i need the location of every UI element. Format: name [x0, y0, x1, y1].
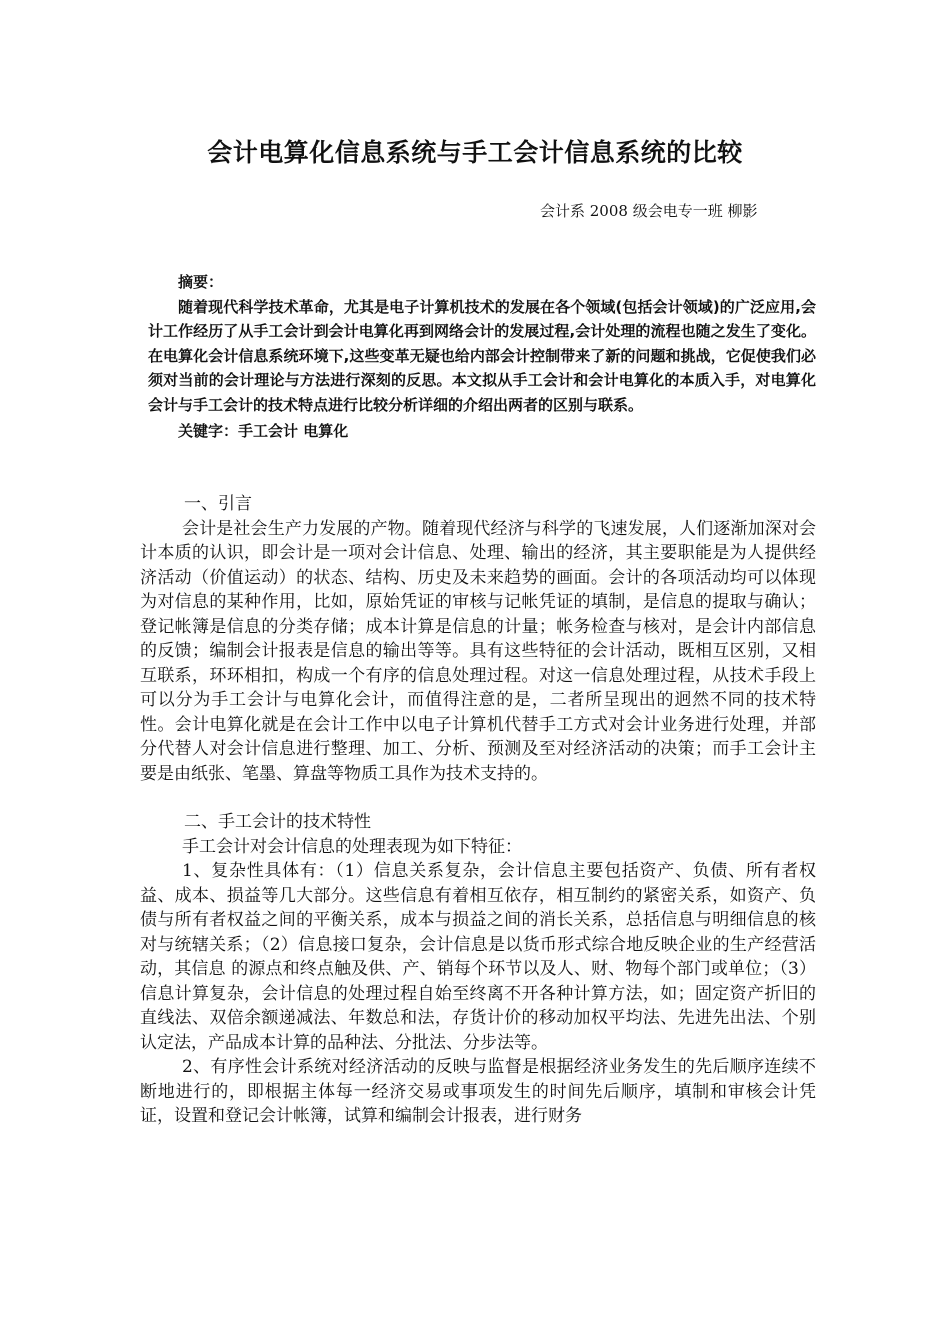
section-paragraph-orderliness: 2、有序性会计系统对经济活动的反映与监督是根据经济业务发生的先后顺序连续不断地进行的，即根据主体每一经济交易或事项发生的时间先后顺序，填制和审核会计凭证，设置和登记会计帐簿，试算和编制会计报表，进行财务	[140, 1057, 816, 1126]
abstract-block	[148, 270, 816, 443]
section-paragraph-intro: 手工会计对会计信息的处理表现为如下特征：	[182, 836, 522, 857]
author-line: 会计系 2008 级会电专一班 柳影	[540, 202, 758, 220]
section-paragraph-introduction: 会计是社会生产力发展的产物。随着现代经济与科学的飞速发展，人们逐渐加深对会计本质的认识，即会计是一项对会计信息、处理、输出的经济，其主要职能是为人提供经济活动（价值运动）的状态、结构、历史及未来趋势的画面。会计的各项活动均可以体现为对信息的某种作用，比如，原始凭证的审核与记帐凭证的填制，是信息的提取与确认；登记帐簿是信息的分类存储；成本计算是信息的计量；帐务检查与核对，是会计内部信息的反馈；编制会计报表是信息的输出等等。具有这些特征的会计活动，既相互区别，又相互联系，环环相扣，构成一个有序的信息处理过程。对这一信息处理过程，从技术手段上可以分为手工会计与电算化会计，而值得注意的是，二者所呈现出的迥然不同的技术特性。会计电算化就是在会计工作中以电子计算机代替手工方式对会计业务进行处理，并部分代替人对会计信息进行整理、加工、分析、预测及至对经济活动的决策；而手工会计主要是由纸张、笔墨、算盘等物质工具作为技术支持的。	[140, 518, 816, 784]
abstract-text: 随着现代科学技术革命，尤其是电子计算机技术的发展在各个领域(包括会计领域)的广泛应用,会计工作经历了从手工会计到会计电算化再到网络会计的发展过程,会计处理的流程也随之发生了变化。在电算化会计信息系统环境下,这些变革无疑也给内部会计控制带来了新的问题和挑战，它促使我们必须对当前的会计理论与方法进行深刻的反思。本文拟从手工会计和会计电算化的本质入手，对电算化会计与手工会计的技术特点进行比较分析详细的介绍出两者的区别与联系。	[148, 297, 816, 414]
section-heading-introduction: 一、引言	[184, 494, 252, 514]
keywords-line: 关键字：手工会计 电算化	[178, 421, 349, 440]
abstract-label: 摘要：	[178, 273, 224, 291]
section-paragraph-complexity: 1、复杂性具体有：（1）信息关系复杂，会计信息主要包括资产、负债、所有者权益、成本、损益等几大部分。这些信息有着相互依存，相互制约的紧密关系，如资产、负债与所有者权益之间的平衡关系，成本与损益之间的消长关系，总括信息与明细信息的核对与统辖关系；（2）信息接口复杂，会计信息是以货币形式综合地反映企业的生产经营活动，其信息 的源点和终点触及供、产、销每个环节以及人、财、物每个部门或单位；（3）信息计算复杂，会计信息的处理过程自始至终离不开各种计算方法，如；固定资产折旧的直线法、双倍余额递减法、年数总和法，存货计价的移动加权平均法、先进先出法、个别认定法，产品成本计算的品种法、分批法、分步法等。	[140, 861, 816, 1053]
body-text	[140, 492, 816, 1129]
document-title: 会计电算化信息系统与手工会计信息系统的比较	[207, 138, 743, 167]
paragraph-spacer	[140, 786, 816, 810]
section-heading-manual-accounting: 二、手工会计的技术特性	[184, 812, 371, 832]
